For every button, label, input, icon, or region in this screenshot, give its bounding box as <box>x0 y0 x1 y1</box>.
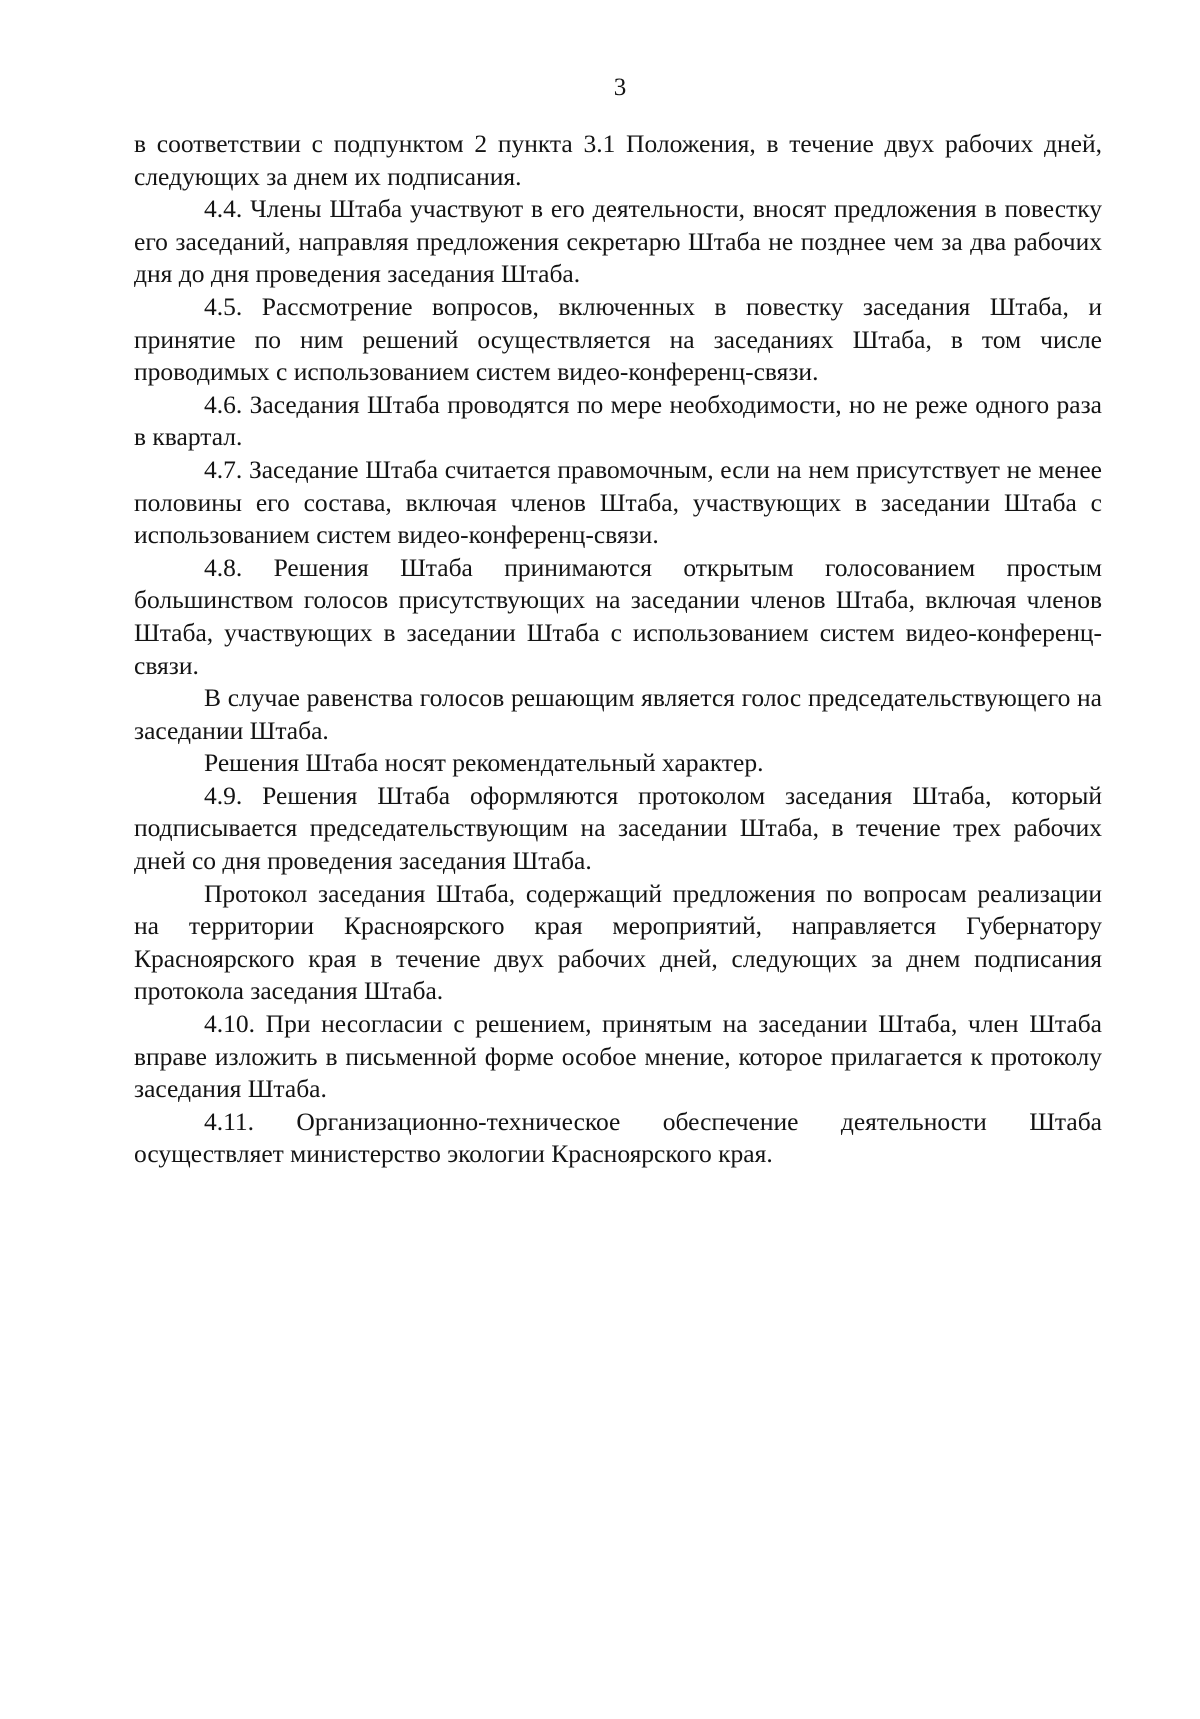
paragraph-4-8-tie-vote: В случае равенства голосов решающим является голос председательствующего на заседании Штаба. <box>134 683 1102 745</box>
paragraph-4-4: 4.4. Члены Штаба участвуют в его деятельности, вносят предложения в повестку его заседаний, направляя предложения секретарю Штаба не позднее чем за два рабочих дня до дня проведения заседания Штаба. <box>134 194 1102 289</box>
paragraph-4-9-protocol: Протокол заседания Штаба, содержащий предложения по вопросам реализации на территории Красноярского края мероприятий, направляется Губернатору Красноярского края в течение двух рабочих дней, следующих за днем подписания протокола заседания Штаба. <box>134 878 1102 1006</box>
paragraph-continuation: в соответствии с подпунктом 2 пункта 3.1 Положения, в течение двух рабочих дней, следующих за днем их подписания. <box>134 129 1102 191</box>
paragraph-4-6: 4.6. Заседания Штаба проводятся по мере необходимости, но не реже одного раза в квартал. <box>134 389 1102 452</box>
paragraph-4-7: 4.7. Заседание Штаба считается правомочным, если на нем присутствует не менее половины его состава, включая членов Штаба, участвующих в заседании Штаба с использованием систем видео-конференц-связи. <box>134 454 1102 550</box>
paragraph-4-8-advisory: Решения Штаба носят рекомендательный характер. <box>204 748 764 778</box>
paragraph-4-11: 4.11. Организационно-техническое обеспечение деятельности Штаба осуществляет министерство экологии Красноярского края. <box>134 1106 1102 1169</box>
paragraph-4-10: 4.10. При несогласии с решением, принятым на заседании Штаба, член Штаба вправе изложить в письменной форме особое мнение, которое прилагается к протоколу заседания Штаба. <box>134 1009 1102 1104</box>
page-number: 3 <box>613 74 627 101</box>
paragraph-4-5: 4.5. Рассмотрение вопросов, включенных в повестку заседания Штаба, и принятие по ним решений осуществляется на заседаниях Штаба, в том числе проводимых с использованием систем видео-конференц-связи. <box>134 291 1102 387</box>
paragraph-4-9: 4.9. Решения Штаба оформляются протоколом заседания Штаба, который подписывается председательствующим на заседании Штаба, в течение трех рабочих дней со дня проведения заседания Штаба. <box>134 780 1102 876</box>
paragraph-4-8: 4.8. Решения Штаба принимаются открытым голосованием простым большинством голосов присутствующих на заседании членов Штаба, включая членов Штаба, участвующих в заседании Штаба с использованием систем видео-конференц-связи. <box>134 552 1102 680</box>
document-body <box>134 128 1102 1171</box>
